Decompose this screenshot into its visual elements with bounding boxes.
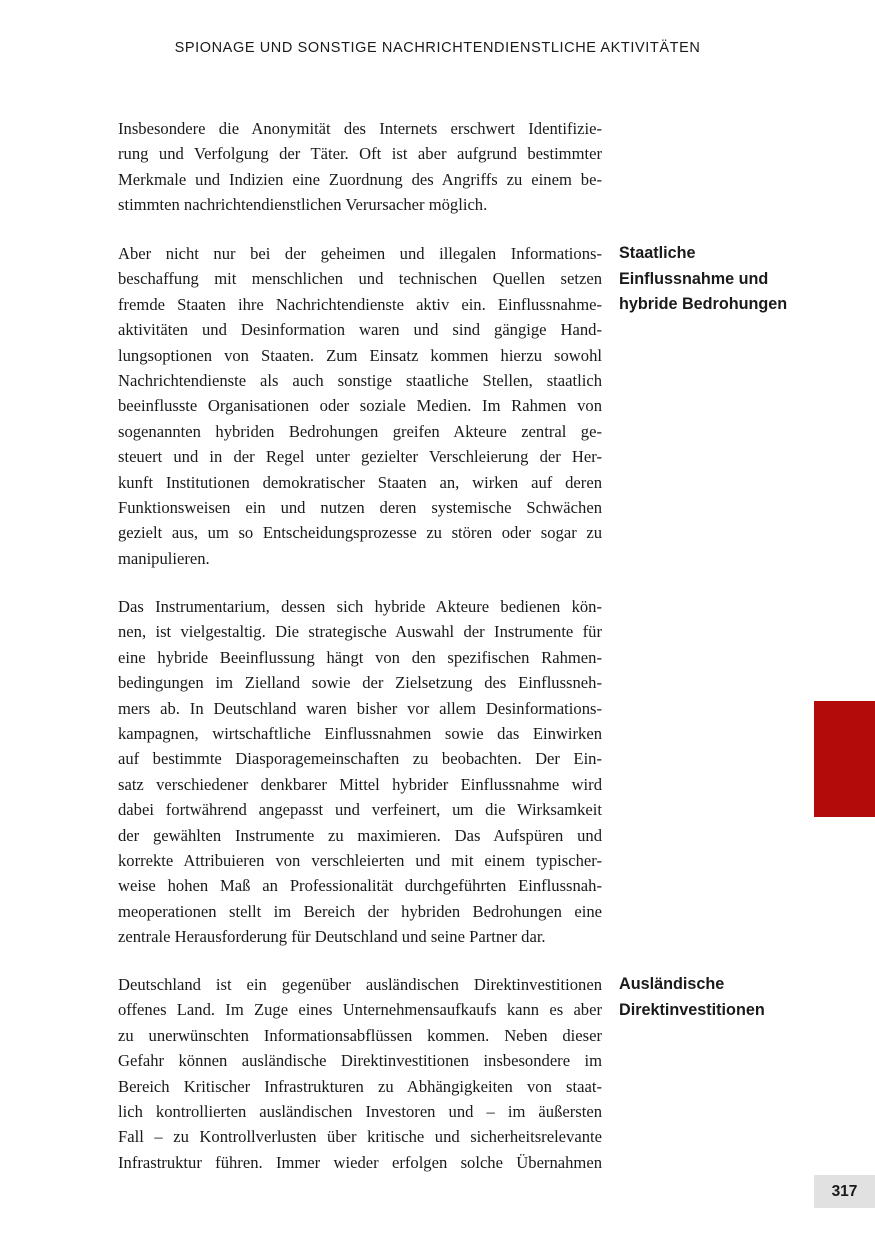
text-line: kampagnen, wirtschaftliche Einflussnahmen sowie das Einwirken (118, 724, 602, 744)
text-line: Bereich Kritischer Infrastrukturen zu Abhängigkeiten von staat- (118, 1076, 602, 1096)
text-line: korrekte Attribuieren von verschleierten und mit einem typischer- (118, 851, 602, 871)
page-number: 317 (814, 1175, 875, 1208)
text-line: Aber nicht nur bei der geheimen und illegalen Informations- (118, 244, 602, 263)
text-line: eine hybride Beeinflussung hängt von den spezifischen Rahmen- (118, 647, 602, 667)
side-heading-line: Einflussnahme und (619, 269, 769, 288)
text-line: zentrale Herausforderung für Deutschland und seine Partner dar. (118, 927, 546, 947)
side-heading-foreign-investment (619, 972, 809, 1023)
text-line: sogenannten hybriden Bedrohungen greifen Akteure zentral ge- (118, 421, 602, 441)
text-line: fremde Staaten ihre Nachrichtendienste aktiv ein. Einflussnahme- (118, 294, 602, 314)
text-line: bedingungen im Zielland sowie der Zielsetzung des Einflussneh- (118, 673, 602, 693)
text-line: beschaffung mit menschlichen und technischen Quellen setzen (118, 269, 602, 289)
text-line: zu unerwünschten Informationsabflüssen kommen. Neben dieser (118, 1025, 602, 1045)
text-line: Insbesondere die Anonymität des Internets erschwert Identifizie- (118, 119, 602, 138)
text-line: aktivitäten und Desinformation waren und sind gängige Hand- (118, 320, 602, 340)
side-heading-line: Direktinvestitionen (619, 1000, 765, 1019)
text-line: weise hohen Maß an Professionalität durchgeführten Einflussnah- (118, 876, 602, 896)
text-line: stimmten nachrichtendienstlichen Verursacher möglich. (118, 195, 488, 215)
body-paragraph-4 (118, 972, 602, 1175)
text-line: auf bestimmte Diasporagemeinschaften zu beobachten. Der Ein- (118, 749, 602, 769)
body-paragraph-2 (118, 241, 602, 571)
text-line: offenes Land. Im Zuge eines Unternehmensaufkaufs kann es aber (118, 1000, 602, 1020)
chapter-tab-marker (814, 701, 875, 817)
text-line: Funktionsweisen ein und nutzen deren systemische Schwächen (118, 498, 602, 518)
side-heading-line: hybride Bedrohungen (619, 295, 788, 314)
text-line: gezielt aus, um so Entscheidungsprozesse zu stören oder sogar zu (118, 523, 602, 543)
text-line: Deutschland ist ein gegenüber ausländischen Direktinvestitionen (118, 975, 602, 994)
running-head: SPIONAGE UND SONSTIGE NACHRICHTENDIENSTLICHE AKTIVITÄTEN (174, 40, 701, 56)
text-line: meoperationen stellt im Bereich der hybriden Bedrohungen eine (118, 901, 602, 921)
text-line: Merkmale und Indizien eine Zuordnung des Angriffs zu einem be- (118, 169, 602, 189)
side-heading-hybrid-threats (619, 241, 809, 318)
side-heading-line: Staatliche (619, 244, 696, 262)
text-line: lich kontrollierten ausländischen Investoren und – im äußersten (118, 1102, 602, 1122)
text-line: nen, ist vielgestaltig. Die strategische Auswahl der Instrumente für (118, 622, 602, 642)
text-line: satz verschiedener denkbarer Mittel hybrider Einflussnahme wird (118, 774, 602, 794)
text-line: beeinflusste Organisationen oder soziale Medien. Im Rahmen von (118, 396, 602, 416)
text-line: kunft Institutionen demokratischer Staaten an, wirken auf deren (118, 472, 602, 492)
text-line: Gefahr können ausländische Direktinvestitionen insbesondere im (118, 1051, 602, 1071)
body-paragraph-1 (118, 116, 602, 218)
text-line: steuert und in der Regel unter gezielter Verschleierung der Her- (118, 447, 602, 467)
text-line: Das Instrumentarium, dessen sich hybride Akteure bedienen kön- (118, 597, 602, 616)
text-line: dabei fortwährend angepasst und verfeinert, um die Wirksamkeit (118, 800, 602, 820)
text-line: lungsoptionen von Staaten. Zum Einsatz kommen hierzu sowohl (118, 345, 602, 365)
text-line: der gewählten Instrumente zu maximieren. Das Aufspüren und (118, 825, 602, 845)
text-line: manipulieren. (118, 548, 210, 568)
text-line: rung und Verfolgung der Täter. Oft ist aber aufgrund bestimmter (118, 144, 602, 164)
text-line: Infrastruktur führen. Immer wieder erfolgen solche Übernahmen (118, 1152, 602, 1172)
text-line: Fall – zu Kontrollverlusten über kritische und sicherheitsrelevante (118, 1127, 602, 1147)
side-heading-line: Ausländische (619, 975, 725, 993)
body-paragraph-3 (118, 594, 602, 950)
text-line: mers ab. In Deutschland waren bisher vor allem Desinformations- (118, 698, 602, 718)
text-line: Nachrichtendienste als auch sonstige staatliche Stellen, staatlich (118, 371, 602, 391)
